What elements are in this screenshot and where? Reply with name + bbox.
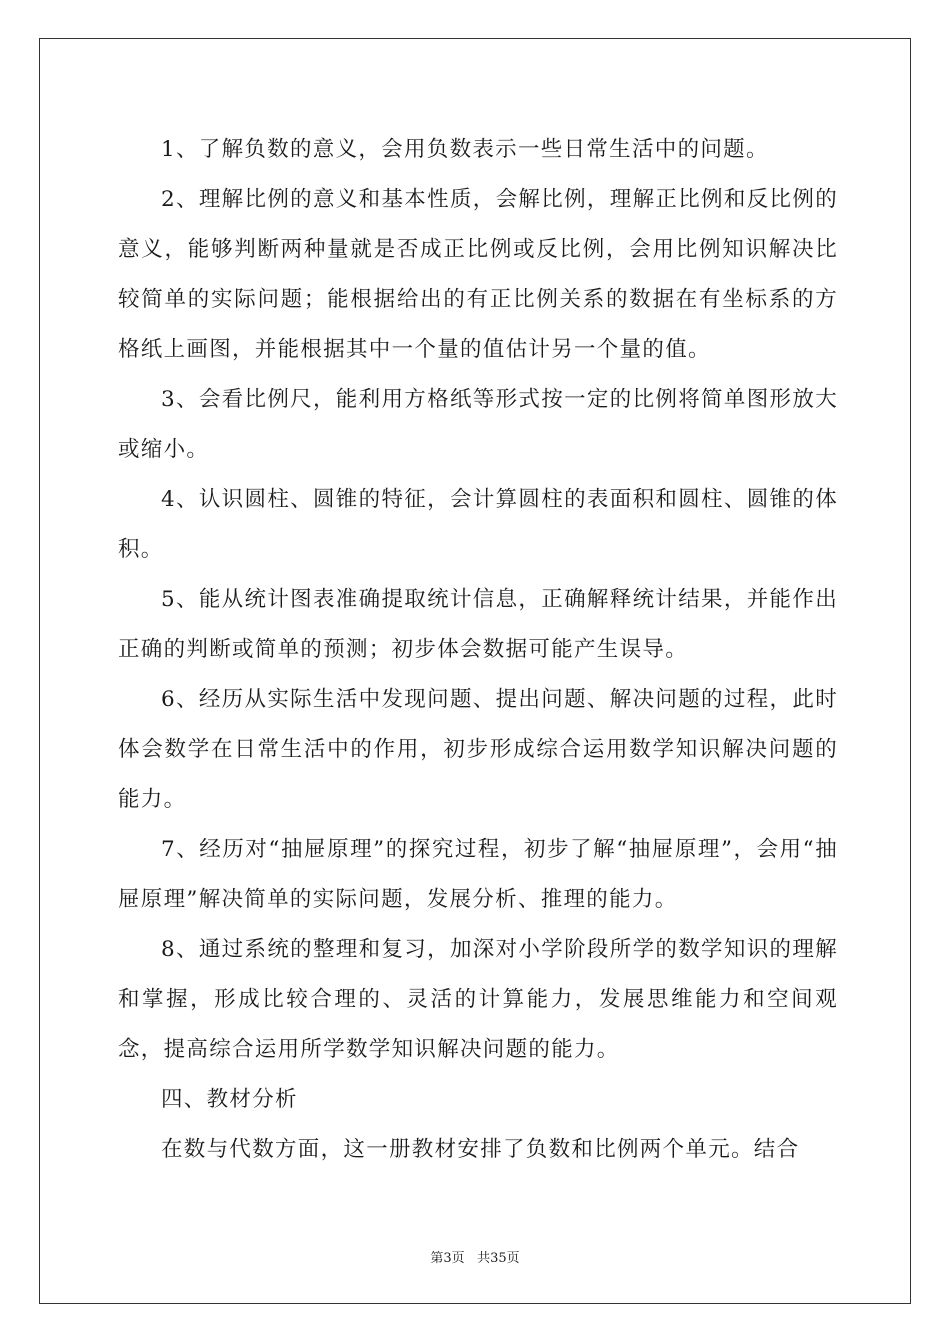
paragraph-analysis: 在数与代数方面，这一册教材安排了负数和比例两个单元。结合 — [161, 1137, 800, 1162]
paragraph-objective-8: 8、通过系统的整理和复习，加深对小学阶段所学的数学知识的理解和掌握，形成比较合理的、灵活的计算能力，发展思维能力和空间观念，提高综合运用所学数学知识解决问题的能力。 — [118, 937, 838, 1062]
paragraph-objective-6: 6、经历从实际生活中发现问题、提出问题、解决问题的过程，此时体会数学在日常生活中的作用，初步形成综合运用数学知识解决问题的能力。 — [118, 687, 838, 812]
paragraph-objective-5: 5、能从统计图表准确提取统计信息，正确解释统计结果，并能作出正确的判断或简单的预测；初步体会数据可能产生误导。 — [118, 587, 838, 662]
section-heading: 四、教材分析 — [161, 1087, 298, 1112]
paragraph-objective-7: 7、经历对“抽屉原理”的探究过程，初步了解“抽屉原理”，会用“抽屉原理”解决简单的实际问题，发展分析、推理的能力。 — [118, 837, 838, 912]
page-number: 第3页 — [430, 1251, 465, 1266]
page-footer — [0, 1247, 950, 1266]
paragraph-objective-3: 3、会看比例尺，能利用方格纸等形式按一定的比例将简单图形放大或缩小。 — [118, 387, 838, 462]
page-total: 共35页 — [477, 1251, 520, 1266]
paragraph-objective-4: 4、认识圆柱、圆锥的特征，会计算圆柱的表面积和圆柱、圆锥的体积。 — [118, 487, 838, 562]
document-body — [118, 125, 838, 1175]
paragraph-objective-1: 1、了解负数的意义，会用负数表示一些日常生活中的问题。 — [161, 137, 769, 162]
paragraph-objective-2: 2、理解比例的意义和基本性质，会解比例，理解正比例和反比例的意义，能够判断两种量就是否成正比例或反比例，会用比例知识解决比较简单的实际问题；能根据给出的有正比例关系的数据在有坐标系的方格纸上画图，并能根据其中一个量的值估计另一个量的值。 — [118, 187, 838, 362]
